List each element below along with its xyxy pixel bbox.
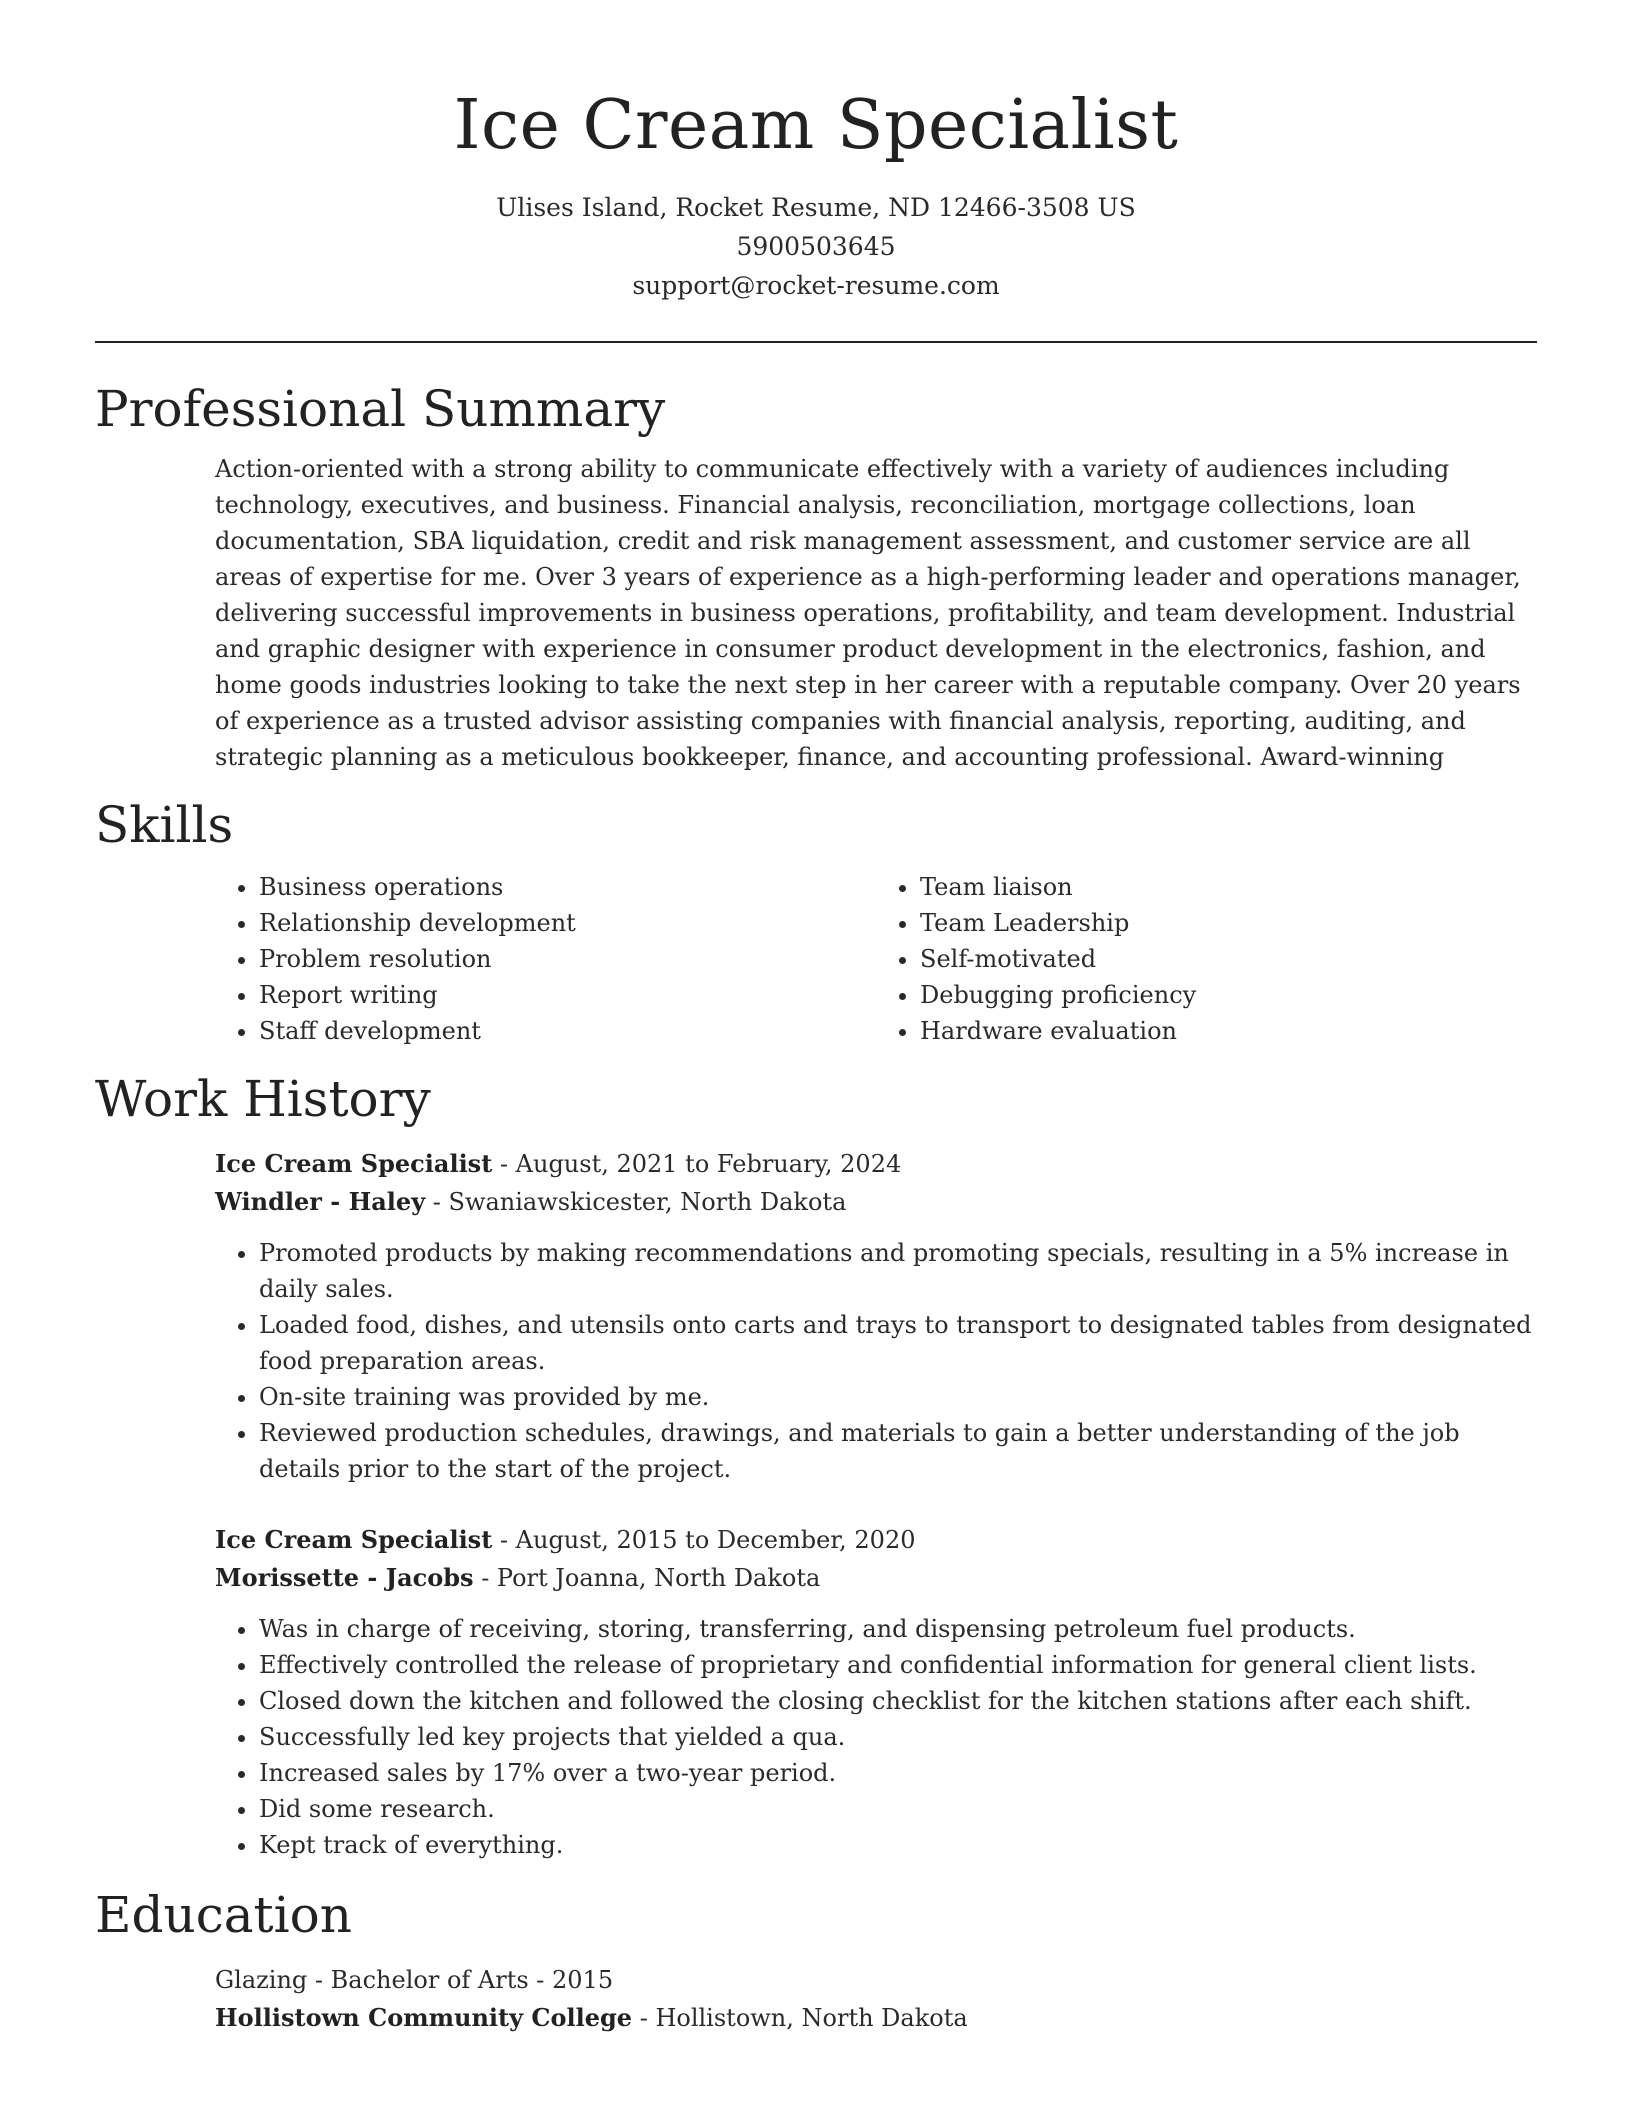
- skills-column-left: [215, 869, 876, 1049]
- job-title-line: [215, 1145, 1537, 1183]
- school-name: Hollistown Community College: [215, 2003, 633, 2032]
- job-bullet: • Effectively controlled the release of proprietary and confidential information for general client lists.: [259, 1647, 1537, 1683]
- contact-info: [95, 188, 1537, 305]
- job-dates: - August, 2015 to December, 2020: [492, 1526, 916, 1554]
- skill-item: • Team liaison: [920, 869, 1537, 905]
- skill-item: • Staff development: [259, 1013, 876, 1049]
- job-bullets: [215, 1235, 1537, 1487]
- job-bullet: • Reviewed production schedules, drawings, and materials to gain a better understanding of the job details prior to the start of the project.: [259, 1415, 1537, 1487]
- job-bullet: • Was in charge of receiving, storing, transferring, and dispensing petroleum fuel products.: [259, 1611, 1537, 1647]
- job-bullet: • Loaded food, dishes, and utensils onto carts and trays to transport to designated tables from designated food preparation areas.: [259, 1307, 1537, 1379]
- header-divider: [95, 341, 1537, 343]
- address: Ulises Island, Rocket Resume, ND 12466-3508 US: [496, 193, 1136, 222]
- job-company-line: [215, 1183, 1537, 1221]
- education-entry: [215, 1961, 1537, 2037]
- job-bullet: • Successfully led key projects that yielded a qua.: [259, 1719, 1537, 1755]
- job-company: Windler - Haley: [215, 1187, 426, 1216]
- school-location: - Hollistown, North Dakota: [632, 2004, 968, 2032]
- skill-item: • Relationship development: [259, 905, 876, 941]
- skill-item: • Business operations: [259, 869, 876, 905]
- job-location: - Swaniawskicester, North Dakota: [425, 1188, 847, 1216]
- job-company-line: [215, 1559, 1537, 1597]
- work-history: [215, 1145, 1537, 1863]
- skill-item: • Debugging proficiency: [920, 977, 1537, 1013]
- skills-list: [215, 869, 1537, 1049]
- job-dates: - August, 2021 to February, 2024: [492, 1150, 902, 1178]
- job-position: Ice Cream Specialist: [215, 1149, 493, 1178]
- skill-item: • Team Leadership: [920, 905, 1537, 941]
- job-bullet: • Promoted products by making recommendations and promoting specials, resulting in a 5% increase in daily sales.: [259, 1235, 1537, 1307]
- skills-heading: Skills: [95, 796, 234, 854]
- job-bullet: • Closed down the kitchen and followed the closing checklist for the kitchen stations after each shift.: [259, 1683, 1537, 1719]
- resume-header: [95, 0, 1537, 305]
- work-history-heading: Work History: [95, 1070, 431, 1128]
- summary-text: Action-oriented with a strong ability to communicate effectively with a variety of audiences including technology, executives, and business. Financial analysis, reconciliation, mortgage collections, loan documentation, SBA liquidation, credit and risk management assessment, and customer service are all areas of expertise for me. Over 3 years of experience as a high-performing leader and operations manager, delivering successful improvements in business operations, profitability, and team development. Industrial and graphic designer with experience in consumer product development in the electronics, fashion, and home goods industries looking to take the next step in her career with a reputable company. Over 20 years of experience as a trusted advisor assisting companies with financial analysis, reporting, auditing, and strategic planning as a meticulous bookkeeper, finance, and accounting professional. Award-winning: [215, 455, 1521, 771]
- skill-item: • Report writing: [259, 977, 876, 1013]
- job-entry: [215, 1521, 1537, 1863]
- job-company: Morissette - Jacobs: [215, 1563, 474, 1592]
- job-title-line: [215, 1521, 1537, 1559]
- job-bullets: [215, 1611, 1537, 1863]
- job-entry: [215, 1145, 1537, 1487]
- job-position: Ice Cream Specialist: [215, 1525, 493, 1554]
- job-bullet: • Increased sales by 17% over a two-year period.: [259, 1755, 1537, 1791]
- skill-item: • Hardware evaluation: [920, 1013, 1537, 1049]
- skill-item: • Problem resolution: [259, 941, 876, 977]
- email: support@rocket-resume.com: [632, 271, 1000, 300]
- skill-item: • Self-motivated: [920, 941, 1537, 977]
- job-location: - Port Joanna, North Dakota: [473, 1564, 821, 1592]
- job-bullet: • On-site training was provided by me.: [259, 1379, 1537, 1415]
- phone: 5900503645: [736, 232, 896, 261]
- skills-column-right: [876, 869, 1537, 1049]
- candidate-name: Ice Cream Specialist: [453, 86, 1179, 165]
- summary-heading: Professional Summary: [95, 380, 666, 438]
- education-heading: Education: [95, 1886, 352, 1944]
- school-line: [215, 1999, 1537, 2037]
- degree-line: Glazing - Bachelor of Arts - 2015: [215, 1966, 614, 1994]
- job-bullet: • Kept track of everything.: [259, 1827, 1537, 1863]
- job-bullet: • Did some research.: [259, 1791, 1537, 1827]
